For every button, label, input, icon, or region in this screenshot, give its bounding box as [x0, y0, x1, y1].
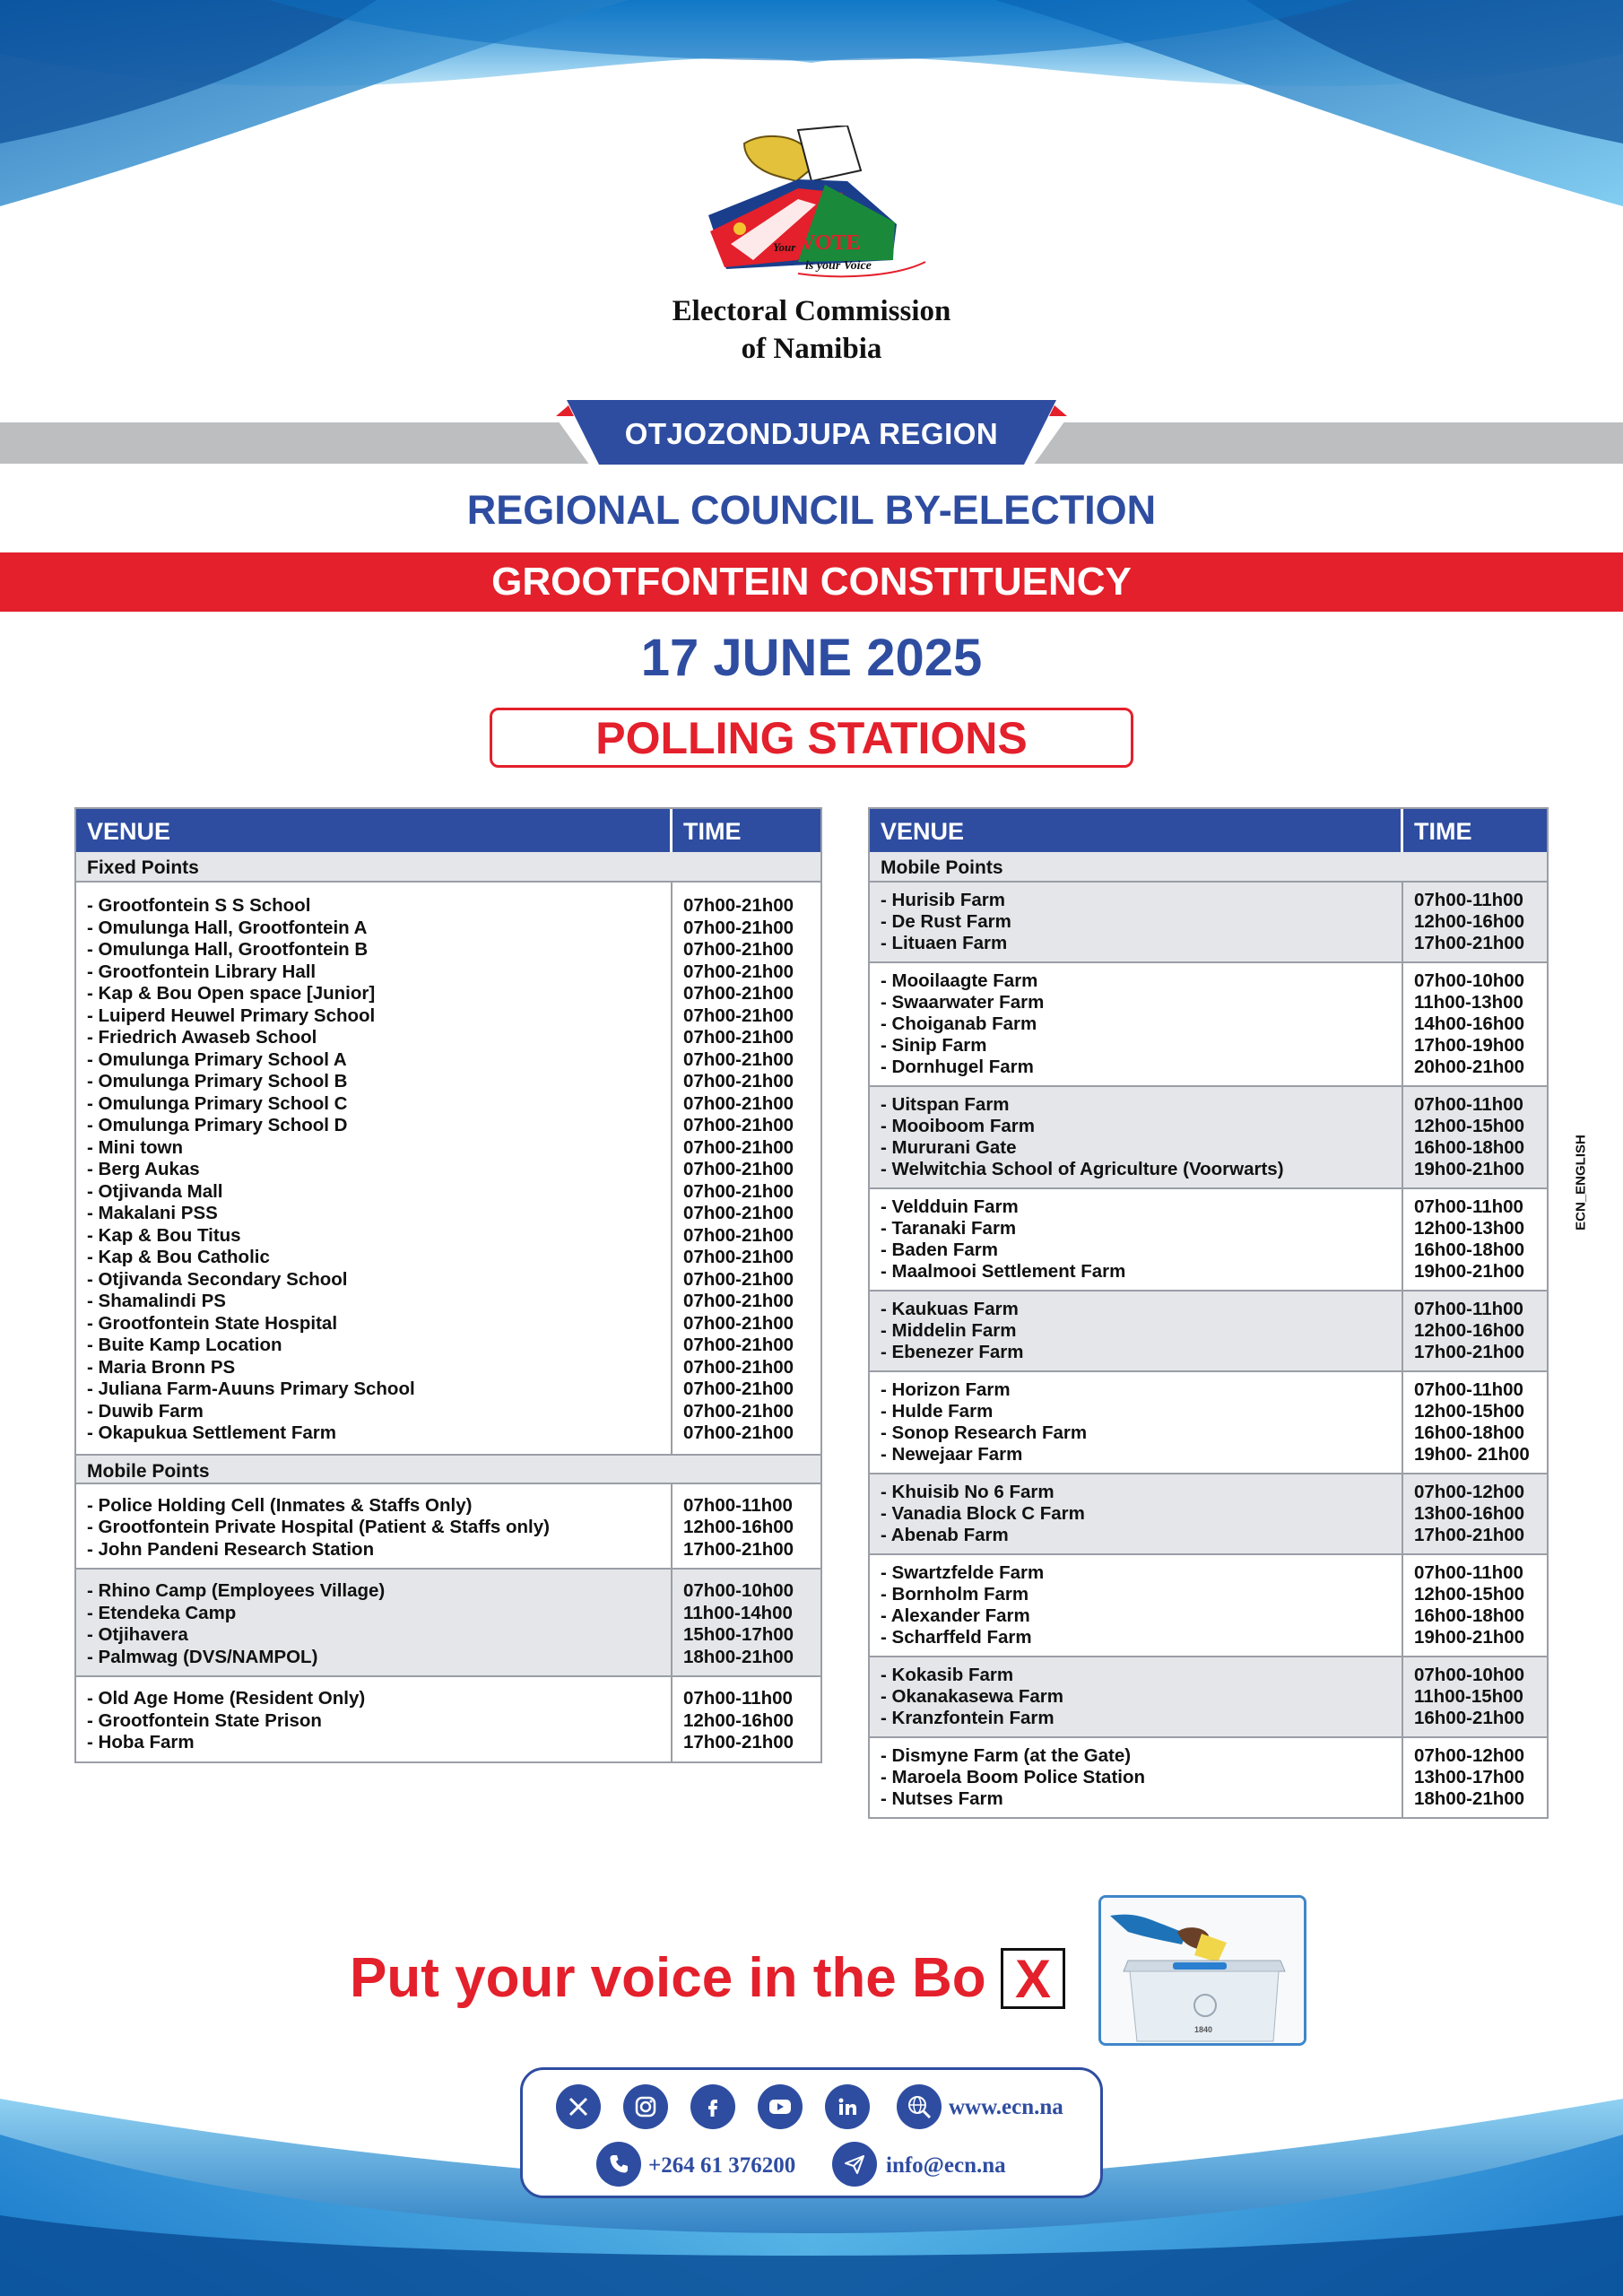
- time-cell: [673, 1484, 820, 1569]
- venue-name: - Uitspan Farm: [881, 1094, 1010, 1115]
- venue-cell: [870, 1738, 1403, 1817]
- globe-search-icon: [897, 2084, 942, 2129]
- venue-name: - De Rust Farm: [881, 911, 1011, 932]
- table-row-group: [870, 1657, 1547, 1738]
- venue-time: 11h00-14h00: [683, 1602, 793, 1623]
- venue-time: 07h00-21h00: [683, 1422, 794, 1443]
- venue-name: - Juliana Farm-Auuns Primary School: [87, 1378, 415, 1399]
- venue-time: 07h00-11h00: [1414, 1562, 1523, 1583]
- instagram-icon[interactable]: [623, 2084, 668, 2129]
- venue-time: 12h00-16h00: [683, 1709, 794, 1731]
- contact-box: [520, 2067, 1103, 2198]
- venue-name: - Kap & Bou Catholic: [87, 1247, 270, 1267]
- venue-time: 16h00-18h00: [1414, 1422, 1525, 1443]
- venue-time: 07h00-21h00: [683, 1071, 794, 1091]
- venue-time: 12h00-13h00: [1414, 1218, 1525, 1239]
- venue-name: - Welwitchia School of Agriculture (Voorwarts): [881, 1159, 1284, 1179]
- venue-time: 07h00-21h00: [683, 1136, 794, 1158]
- venue-time: 07h00-21h00: [683, 1291, 794, 1311]
- venue-name: - Okapukua Settlement Farm: [87, 1422, 336, 1443]
- venue-time: 07h00-10h00: [683, 1580, 794, 1601]
- venue-time: 16h00-18h00: [1414, 1605, 1525, 1626]
- venue-cell: [870, 1474, 1403, 1553]
- venue-time: 07h00-21h00: [683, 1027, 794, 1048]
- venue-name: - Hurisib Farm: [881, 890, 1005, 910]
- venue-name: - Maalmooi Settlement Farm: [881, 1261, 1126, 1282]
- venue-cell: [870, 1292, 1403, 1370]
- venue-cell: [870, 1087, 1403, 1187]
- table-row-group: [76, 1484, 820, 1570]
- venue-time: 18h00-21h00: [683, 1646, 794, 1667]
- org-line-1: Electoral Commission: [672, 295, 951, 327]
- venue-name: - Lituaen Farm: [881, 933, 1008, 953]
- table-row-group: [870, 1189, 1547, 1292]
- venue-time: 07h00-11h00: [1414, 890, 1523, 910]
- slogan: Put your voice in the Bo: [350, 1947, 986, 2009]
- venue-time: 07h00-11h00: [683, 1688, 793, 1709]
- venue-time: 19h00- 21h00: [1414, 1444, 1530, 1465]
- table-header: [870, 809, 1547, 852]
- time-cell: [1403, 883, 1547, 961]
- venue-time: 07h00-21h00: [683, 1180, 794, 1202]
- venue-name: - Grootfontein S S School: [87, 895, 311, 916]
- venue-time: 07h00-21h00: [683, 1378, 794, 1399]
- venue-time: 07h00-21h00: [683, 1312, 794, 1334]
- table-row-group: [870, 1474, 1547, 1555]
- time-cell: [1403, 963, 1547, 1085]
- venue-time: 16h00-18h00: [1414, 1137, 1525, 1158]
- venue-time: 07h00-21h00: [683, 1092, 794, 1114]
- venue-time: 17h00-21h00: [683, 1538, 794, 1560]
- venue-name: - Maroela Boom Police Station: [881, 1767, 1146, 1787]
- venue-time: 14h00-16h00: [1414, 1013, 1525, 1034]
- venue-cell: [76, 1677, 673, 1761]
- venue-time: 07h00-21h00: [683, 1268, 794, 1290]
- venue-time: 07h00-11h00: [1414, 1094, 1523, 1115]
- venue-name: - Swaarwater Farm: [881, 992, 1045, 1013]
- organisation-name: [574, 292, 1049, 368]
- venue-name: - Khuisib No 6 Farm: [881, 1482, 1055, 1502]
- venue-time: 13h00-16h00: [1414, 1503, 1525, 1524]
- venue-name: - Otjivanda Mall: [87, 1180, 223, 1202]
- table-row-group: [76, 883, 820, 1454]
- logo-voice-text: is your Voice: [805, 259, 872, 273]
- table-row-group: [870, 1087, 1547, 1189]
- time-cell: [1403, 1474, 1547, 1553]
- venue-name: - Scharffeld Farm: [881, 1627, 1032, 1648]
- venue-name: - Hulde Farm: [881, 1401, 994, 1422]
- section-fixed-points: Fixed Points: [76, 852, 820, 883]
- venue-name: - Kaukuas Farm: [881, 1299, 1019, 1319]
- venue-time: 07h00-21h00: [683, 1224, 794, 1246]
- venue-time: 17h00-21h00: [1414, 933, 1525, 953]
- venue-name: - Nutses Farm: [881, 1788, 1003, 1809]
- time-cell: [1403, 1292, 1547, 1370]
- venue-header: VENUE: [76, 809, 673, 852]
- venue-name: - Kokasib Farm: [881, 1665, 1014, 1685]
- constituency-banner: [0, 552, 1623, 612]
- venue-time: 11h00-15h00: [1414, 1686, 1523, 1707]
- venue-name: - Middelin Farm: [881, 1320, 1017, 1341]
- venue-time: 17h00-21h00: [1414, 1525, 1525, 1545]
- venue-time: 07h00-12h00: [1414, 1745, 1525, 1766]
- section-mobile-points: Mobile Points: [870, 852, 1547, 883]
- email-link[interactable]: info@ecn.na: [886, 2153, 1006, 2178]
- venue-name: - Hoba Farm: [87, 1732, 195, 1752]
- venue-time: 07h00-21h00: [683, 1203, 794, 1223]
- venue-name: - Okanakasewa Farm: [881, 1686, 1063, 1707]
- venue-time: 07h00-21h00: [683, 1004, 794, 1026]
- table-header: [76, 809, 820, 852]
- time-header: TIME: [1414, 818, 1472, 845]
- venue-time: 07h00-11h00: [1414, 1379, 1523, 1400]
- venue-time: 07h00-21h00: [683, 939, 794, 960]
- venue-name: - Swartzfelde Farm: [881, 1562, 1045, 1583]
- table-row-group: [76, 1677, 820, 1761]
- venue-name: - Shamalindi PS: [87, 1291, 226, 1311]
- venue-name: - Mooiboom Farm: [881, 1116, 1035, 1136]
- venue-cell: [870, 1189, 1403, 1290]
- venue-name: - Kap & Bou Open space [Junior]: [87, 983, 376, 1004]
- paper-plane-icon: [832, 2142, 877, 2187]
- venue-time: 12h00-15h00: [1414, 1116, 1525, 1136]
- venue-time: 17h00-21h00: [683, 1732, 794, 1752]
- venue-name: - Sinip Farm: [881, 1035, 987, 1056]
- venue-time: 15h00-17h00: [683, 1624, 794, 1645]
- venue-cell: [870, 1372, 1403, 1473]
- time-cell: [1403, 1657, 1547, 1736]
- website-link[interactable]: www.ecn.na: [949, 2095, 1063, 2119]
- venue-name: - Ebenezer Farm: [881, 1342, 1024, 1362]
- table-row-group: [76, 1570, 820, 1677]
- venue-name: - Baden Farm: [881, 1239, 998, 1260]
- venue-name: - Berg Aukas: [87, 1159, 200, 1179]
- venue-time: 07h00-11h00: [1414, 1196, 1523, 1217]
- venue-time: 18h00-21h00: [1414, 1788, 1525, 1809]
- venue-time: 12h00-15h00: [1414, 1401, 1525, 1422]
- venue-time: 19h00-21h00: [1414, 1261, 1525, 1282]
- election-date: 17 JUNE 2025: [640, 629, 983, 687]
- section-mobile-points: Mobile Points: [76, 1454, 820, 1484]
- venue-name: - Buite Kamp Location: [87, 1335, 282, 1355]
- election-title: REGIONAL COUNCIL BY-ELECTION: [466, 487, 1157, 533]
- venue-time: 07h00-10h00: [1414, 1665, 1525, 1685]
- venue-name: - Omulunga Primary School D: [87, 1115, 348, 1135]
- venue-cell: [870, 883, 1403, 961]
- venue-name: - Rhino Camp (Employees Village): [87, 1580, 386, 1601]
- venue-name: - Luiperd Heuwel Primary School: [87, 1004, 376, 1026]
- venue-time: 13h00-17h00: [1414, 1767, 1525, 1787]
- time-cell: [673, 883, 820, 1454]
- venue-time: 07h00-21h00: [683, 983, 794, 1004]
- venue-name: - Veldduin Farm: [881, 1196, 1019, 1217]
- venue-time: 19h00-21h00: [1414, 1627, 1525, 1648]
- side-tag: [1567, 1130, 1594, 1247]
- logo-your-text: Your: [773, 240, 796, 254]
- venue-time: 11h00-13h00: [1414, 992, 1523, 1013]
- venue-cell: [76, 1570, 673, 1675]
- venue-name: - Grootfontein State Prison: [87, 1709, 322, 1731]
- venue-time: 07h00-12h00: [1414, 1482, 1525, 1502]
- venue-time: 17h00-19h00: [1414, 1035, 1525, 1056]
- venue-name: - Palmwag (DVS/NAMPOL): [87, 1646, 318, 1667]
- org-line-2: of Namibia: [741, 333, 882, 365]
- venue-time: 07h00-21h00: [683, 1356, 794, 1378]
- venue-name: - Grootfontein State Hospital: [87, 1312, 338, 1334]
- time-cell: [1403, 1189, 1547, 1290]
- venue-name: - Maria Bronn PS: [87, 1356, 236, 1378]
- venue-name: - Sonop Research Farm: [881, 1422, 1088, 1443]
- venue-header: VENUE: [870, 809, 1403, 852]
- venue-time: 07h00-21h00: [683, 895, 794, 916]
- venue-name: - Kap & Bou Titus: [87, 1224, 241, 1246]
- linkedin-icon[interactable]: [825, 2084, 870, 2129]
- time-cell: [1403, 1738, 1547, 1817]
- phone-number[interactable]: +264 61 376200: [648, 2153, 796, 2178]
- venue-name: - Bornholm Farm: [881, 1584, 1029, 1605]
- venue-name: - Old Age Home (Resident Only): [87, 1688, 366, 1709]
- venue-time: 16h00-21h00: [1414, 1708, 1525, 1728]
- venue-name: - Omulunga Primary School B: [87, 1071, 348, 1091]
- venue-time: 19h00-21h00: [1414, 1159, 1525, 1179]
- venue-name: - Omulunga Primary School A: [87, 1048, 347, 1070]
- youtube-icon[interactable]: [758, 2084, 803, 2129]
- polling-stations-heading-box: [490, 708, 1133, 768]
- venue-time: 07h00-21h00: [683, 1159, 794, 1179]
- venue-name: - Grootfontein Library Hall: [87, 961, 317, 982]
- table-row-group: [870, 1292, 1547, 1372]
- venue-name: - Grootfontein Private Hospital (Patient & Staffs only): [87, 1517, 550, 1537]
- facebook-icon[interactable]: [690, 2084, 735, 2129]
- ballot-box-image: [1098, 1895, 1306, 2046]
- right-polling-table: [868, 807, 1549, 1819]
- venue-time: 16h00-18h00: [1414, 1239, 1525, 1260]
- venue-name: - Police Holding Cell (Inmates & Staffs Only): [87, 1494, 473, 1516]
- table-row-group: [870, 1372, 1547, 1474]
- venue-time: 07h00-21h00: [683, 917, 794, 938]
- logo-vote-text: VOTE: [800, 231, 861, 255]
- time-cell: [1403, 1087, 1547, 1187]
- venue-name: - Duwib Farm: [87, 1400, 204, 1422]
- left-polling-table: [74, 807, 822, 1763]
- slogan-x-mark: X: [1014, 1948, 1052, 2009]
- table-row-group: [870, 883, 1547, 963]
- table-row-group: [870, 1555, 1547, 1657]
- venue-name: - Etendeka Camp: [87, 1602, 237, 1623]
- venue-name: - Abenab Farm: [881, 1525, 1009, 1545]
- time-cell: [1403, 1555, 1547, 1656]
- venue-time: 07h00-21h00: [683, 1335, 794, 1355]
- table-row-group: [870, 1738, 1547, 1817]
- venue-time: 12h00-16h00: [1414, 1320, 1525, 1341]
- venue-time: 20h00-21h00: [1414, 1057, 1525, 1077]
- time-cell: [673, 1677, 820, 1761]
- venue-time: 07h00-21h00: [683, 1048, 794, 1070]
- venue-name: - Omulunga Primary School C: [87, 1092, 348, 1114]
- venue-name: - Omulunga Hall, Grootfontein A: [87, 917, 368, 938]
- venue-cell: [76, 1484, 673, 1569]
- venue-cell: [870, 1657, 1403, 1736]
- phone-icon: [596, 2142, 641, 2187]
- venue-time: 07h00-11h00: [1414, 1299, 1523, 1319]
- venue-name: - Mini town: [87, 1136, 184, 1158]
- constituency-name: GROOTFONTEIN CONSTITUENCY: [491, 560, 1132, 604]
- venue-name: - Taranaki Farm: [881, 1218, 1017, 1239]
- venue-name: - Otjivanda Secondary School: [87, 1268, 348, 1290]
- venue-name: - Mooilaagte Farm: [881, 970, 1038, 991]
- ballot-box-label: 1840: [1194, 2025, 1213, 2034]
- venue-time: 17h00-21h00: [1414, 1342, 1525, 1362]
- venue-name: - Alexander Farm: [881, 1605, 1030, 1626]
- table-row-group: [870, 963, 1547, 1087]
- slogan-x-box: [1001, 1948, 1065, 2009]
- venue-name: - Vanadia Block C Farm: [881, 1503, 1085, 1524]
- venue-time: 12h00-15h00: [1414, 1584, 1525, 1605]
- venue-name: - Kranzfontein Farm: [881, 1708, 1055, 1728]
- venue-name: - John Pandeni Research Station: [87, 1538, 375, 1560]
- time-header: TIME: [683, 818, 742, 845]
- venue-name: - Horizon Farm: [881, 1379, 1011, 1400]
- venue-time: 07h00-21h00: [683, 961, 794, 982]
- venue-name: - Mururani Gate: [881, 1137, 1017, 1158]
- polling-stations-heading: POLLING STATIONS: [595, 712, 1028, 763]
- venue-name: - Dornhugel Farm: [881, 1057, 1034, 1077]
- time-cell: [673, 1570, 820, 1675]
- side-tag-text: ECN_ENGLISH: [1573, 1135, 1589, 1231]
- venue-time: 12h00-16h00: [1414, 911, 1525, 932]
- venue-name: - Friedrich Awaseb School: [87, 1027, 317, 1048]
- venue-time: 07h00-10h00: [1414, 970, 1525, 991]
- ecn-logo: [690, 126, 933, 287]
- venue-time: 07h00-21h00: [683, 1400, 794, 1422]
- venue-time: 07h00-21h00: [683, 1115, 794, 1135]
- venue-name: - Dismyne Farm (at the Gate): [881, 1745, 1132, 1766]
- venue-time: 12h00-16h00: [683, 1517, 794, 1537]
- venue-name: - Otjihavera: [87, 1624, 188, 1645]
- venue-cell: [870, 1555, 1403, 1656]
- venue-name: - Omulunga Hall, Grootfontein B: [87, 939, 369, 960]
- venue-name: - Makalani PSS: [87, 1203, 218, 1223]
- venue-cell: [870, 963, 1403, 1085]
- region-name: OTJOZONDJUPA REGION: [624, 417, 999, 450]
- venue-time: 07h00-11h00: [683, 1494, 793, 1516]
- venue-cell: [76, 883, 673, 1454]
- x-icon[interactable]: [556, 2084, 601, 2129]
- time-cell: [1403, 1372, 1547, 1473]
- venue-time: 07h00-21h00: [683, 1247, 794, 1267]
- venue-name: - Choiganab Farm: [881, 1013, 1037, 1034]
- venue-name: - Newejaar Farm: [881, 1444, 1023, 1465]
